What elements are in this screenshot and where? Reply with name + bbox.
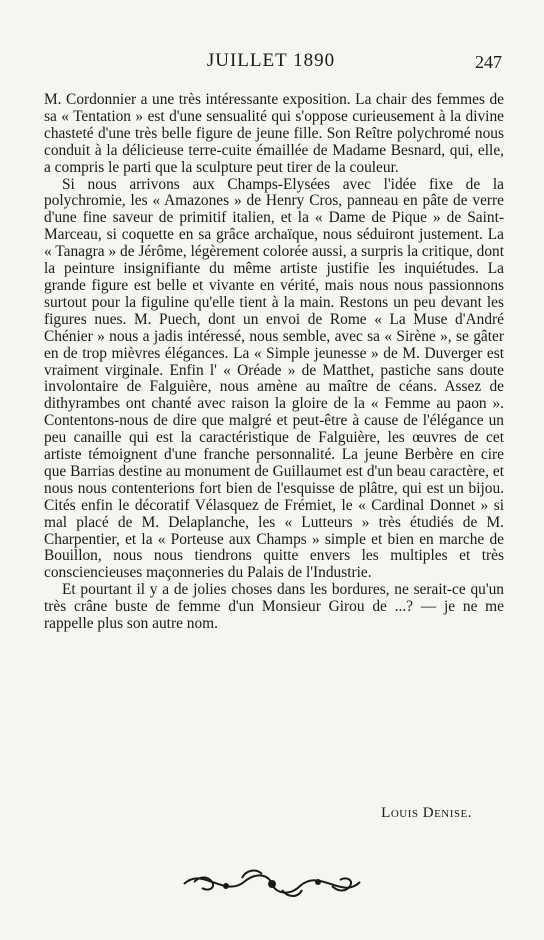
- running-title: JUILLET 1890: [206, 50, 336, 71]
- paragraph-2: Si nous arrivons aux Champs-Elysées avec l'idée fixe de la polychromie, les « Amazones » de Henry Cros, panneau en pâte de verre d'une fine saveur de primitif italien, et la « Dame de Pique » de Saint-Marceau, si coquette en sa grâce archaïque, nous séduiront justement. La « Tanagra » de Jérôme, légèrement colorée aussi, a surpris la critique, dont la peinture insignifiante du même artiste justifie les inquiétudes. La grande figure est belle et vivante en vérité, mais nous nous passionnons surtout pour la figuline qu'elle tient à la main. Restons un peu devant les figures nues. M. Puech, dont un envoi de Rome « La Muse d'André Chénier » nous a jadis intéressé, nous semble, avec sa « Sirène », se gâter en de trop mièvres élégances. La « Simple jeunesse » de M. Duverger est vraiment virginale. Enfin l' « Oréade » de Matthet, pastiche sans doute involontaire de Falguière, nous amène au maître de céans. Assez de dithyrambes ont chanté avec raison la gloire de la « Femme au paon ». Contentons-nous de dire que malgré et peut-être à cause de l'élégance un peu canaille qui est la caractéristique de Falguière, les œuvres de cet artiste témoignent d'une franche personnalité. La jeune Berbère en cire que Barrias destine au monument de Guillaumet est d'un beau caractère, et nous nous contenterions fort bien de l'esquisse de plâtre, qui est un bijou. Cités enfin le décoratif Vélasquez de Frémiet, le « Cardinal Donnet » si mal placé de M. Delaplanche, les « Lutteurs » très étudiés de M. Charpentier, et la « Porteuse aux Champs » simple et bien en marche de Bouillon, nous nous tiendrons quitte envers les multiples et très consciencieuses maçonneries du Palais de l'Industrie.: [44, 175, 504, 582]
- fleuron-ornament-icon: [172, 860, 372, 906]
- article-body: [44, 92, 504, 633]
- paragraph-1: M. Cordonnier a une très intéressante exposition. La chair des femmes de sa « Tentation » est d'une sensualité qui s'oppose curieusement à la divine chasteté d'une très belle figure de jeune fille. Son Reître polychromé nous conduit à la délicieuse terre-cuite émaillée de Madame Besnard, qui, elle, a compris le parti que la sculpture peut tirer de la couleur.: [44, 91, 504, 176]
- author-signature: Louis Denise.: [381, 805, 472, 821]
- page-header: [40, 50, 502, 80]
- paragraph-3: Et pourtant il y a de jolies choses dans les bordures, ne serait-ce qu'un très crâne buste de femme d'un Monsieur Girou de ...? — je ne me rappelle plus son autre nom.: [44, 581, 504, 633]
- page-number: 247: [475, 52, 502, 72]
